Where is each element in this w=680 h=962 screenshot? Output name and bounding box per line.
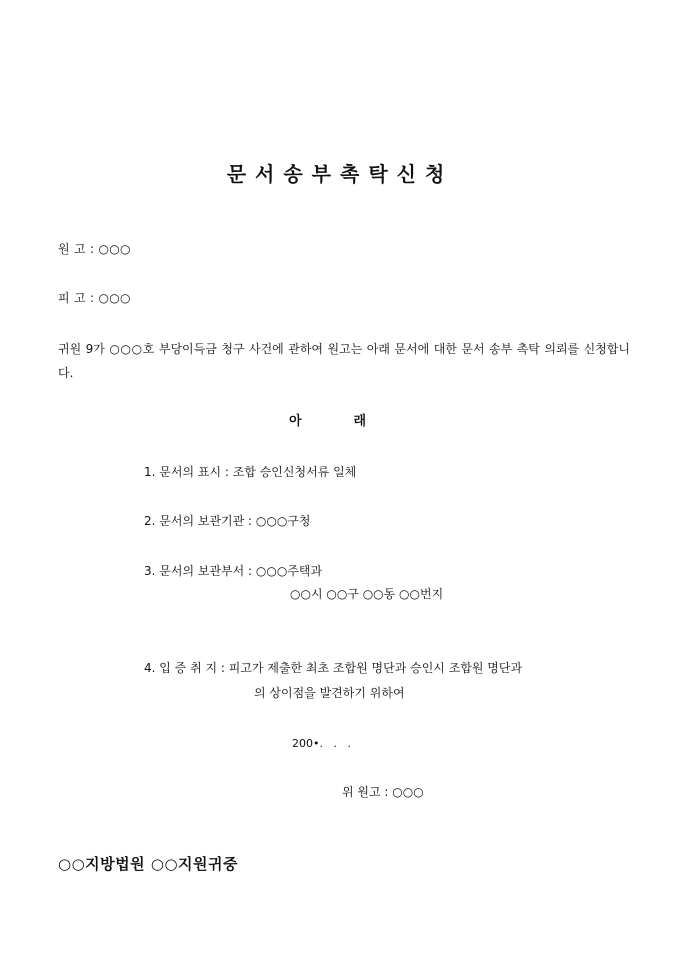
signature-line: 위 원고 : ○○○ bbox=[342, 785, 424, 799]
date-line: 200•. . . bbox=[292, 737, 351, 750]
section-heading: 아래 bbox=[289, 414, 419, 429]
item-1-label: 1. 문서의 표시 : 조합 승인신청서류 일체 bbox=[144, 465, 357, 479]
defendant-line: 피 고 : ○○○ bbox=[58, 291, 131, 305]
item-4-continuation: 의 상이점을 발견하기 위하여 bbox=[254, 686, 405, 700]
item-3-continuation: ○○시 ○○구 ○○동 ○○번지 bbox=[290, 587, 444, 601]
item-2-label: 2. 문서의 보관기관 : ○○○구청 bbox=[144, 514, 311, 528]
intro-paragraph: 귀원 9가 ○○○호 부당이득금 청구 사건에 관하여 원고는 아래 문서에 대한 문서 송부 촉탁 의뢰를 신청합니다. bbox=[58, 342, 630, 380]
court-addressee: ○○지방법원 ○○지원귀중 bbox=[58, 855, 238, 873]
item-3-label: 3. 문서의 보관부서 : ○○○주택과 bbox=[144, 564, 323, 578]
document-title: 문서송부촉탁신청 bbox=[226, 162, 454, 186]
plaintiff-line: 원 고 : ○○○ bbox=[58, 242, 131, 256]
item-4-label: 4. 입 증 취 지 : 피고가 제출한 최초 조합원 명단과 승인시 조합원 명단과 bbox=[144, 661, 523, 675]
